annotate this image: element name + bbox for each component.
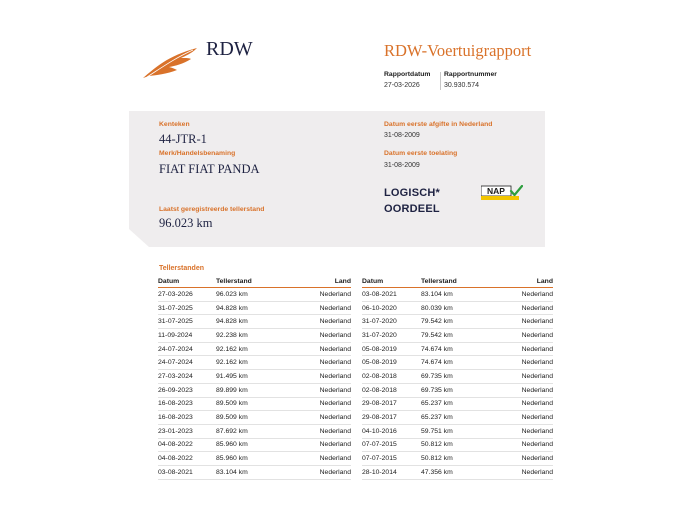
row-country: Nederland — [491, 370, 553, 384]
row-date: 27-03-2024 — [158, 370, 216, 384]
row-country: Nederland — [491, 315, 553, 329]
table-row — [362, 383, 553, 397]
verdict-line2: OORDEEL — [384, 203, 440, 215]
col-country: Land — [491, 276, 553, 288]
row-odometer: 85.960 km — [216, 438, 286, 452]
table-row — [158, 370, 351, 384]
plate-label: Kenteken — [159, 121, 190, 128]
first-nl-label: Datum eerste afgifte in Nederland — [384, 121, 493, 128]
row-country: Nederland — [491, 288, 553, 302]
row-date: 28-10-2014 — [362, 465, 421, 479]
row-country: Nederland — [286, 288, 351, 302]
table-row — [158, 288, 351, 302]
row-odometer: 94.828 km — [216, 301, 286, 315]
row-odometer: 89.509 km — [216, 411, 286, 425]
row-odometer: 65.237 km — [421, 411, 491, 425]
odometer-value: 96.023 km — [159, 216, 213, 230]
row-country: Nederland — [286, 465, 351, 479]
row-country: Nederland — [286, 370, 351, 384]
row-odometer: 92.238 km — [216, 329, 286, 343]
row-odometer: 74.674 km — [421, 356, 491, 370]
plate-value: 44-JTR-1 — [159, 132, 207, 146]
row-country: Nederland — [491, 411, 553, 425]
table-row — [362, 438, 553, 452]
table-row — [362, 370, 553, 384]
row-date: 16-08-2023 — [158, 411, 216, 425]
row-odometer: 69.735 km — [421, 370, 491, 384]
row-date: 03-08-2021 — [362, 288, 421, 302]
row-country: Nederland — [491, 452, 553, 466]
row-odometer: 69.735 km — [421, 383, 491, 397]
row-date: 02-08-2018 — [362, 383, 421, 397]
row-date: 05-08-2019 — [362, 342, 421, 356]
row-date: 07-07-2015 — [362, 452, 421, 466]
row-date: 31-07-2025 — [158, 301, 216, 315]
row-country: Nederland — [491, 397, 553, 411]
col-odometer: Tellerstand — [421, 276, 491, 288]
table-row — [362, 288, 553, 302]
row-odometer: 50.812 km — [421, 438, 491, 452]
row-country: Nederland — [491, 342, 553, 356]
row-country: Nederland — [491, 383, 553, 397]
table-row — [362, 452, 553, 466]
row-country: Nederland — [286, 342, 351, 356]
row-date: 03-08-2021 — [158, 465, 216, 479]
table-row — [158, 383, 351, 397]
row-country: Nederland — [491, 424, 553, 438]
table-row — [158, 315, 351, 329]
row-odometer: 91.495 km — [216, 370, 286, 384]
row-date: 26-09-2023 — [158, 383, 216, 397]
rdw-feather-logo-icon — [141, 46, 199, 80]
row-odometer: 65.237 km — [421, 397, 491, 411]
row-country: Nederland — [491, 465, 553, 479]
table-row — [362, 397, 553, 411]
row-date: 07-07-2015 — [362, 438, 421, 452]
table-row — [158, 465, 351, 479]
row-date: 31-07-2020 — [362, 329, 421, 343]
row-date: 29-08-2017 — [362, 397, 421, 411]
nap-text: NAP — [487, 186, 505, 197]
row-date: 31-07-2025 — [158, 315, 216, 329]
table-row — [158, 438, 351, 452]
table-row — [158, 452, 351, 466]
table-row — [362, 315, 553, 329]
row-odometer: 74.674 km — [421, 342, 491, 356]
odometer-label: Laatst geregistreerde tellerstand — [159, 206, 265, 213]
row-country: Nederland — [286, 452, 351, 466]
row-date: 04-08-2022 — [158, 452, 216, 466]
table-row — [158, 411, 351, 425]
row-odometer: 94.828 km — [216, 315, 286, 329]
row-odometer: 96.023 km — [216, 288, 286, 302]
row-date: 05-08-2019 — [362, 356, 421, 370]
table-row — [362, 424, 553, 438]
row-country: Nederland — [286, 315, 351, 329]
row-date: 23-01-2023 — [158, 424, 216, 438]
make-label: Merk/Handelsbenaming — [159, 150, 236, 157]
report-date: 27-03-2026 — [384, 82, 420, 89]
col-date: Datum — [362, 276, 421, 288]
row-odometer: 83.104 km — [421, 288, 491, 302]
report-title: RDW-Voertuigrapport — [384, 41, 532, 60]
report-date-label: Rapportdatum — [384, 71, 431, 78]
table-row — [158, 356, 351, 370]
row-date: 11-09-2024 — [158, 329, 216, 343]
row-odometer: 50.812 km — [421, 452, 491, 466]
row-odometer: 92.162 km — [216, 342, 286, 356]
row-country: Nederland — [286, 397, 351, 411]
row-country: Nederland — [491, 356, 553, 370]
row-odometer: 47.356 km — [421, 465, 491, 479]
row-date: 31-07-2020 — [362, 315, 421, 329]
row-date: 04-08-2022 — [158, 438, 216, 452]
row-country: Nederland — [286, 411, 351, 425]
report-number-label: Rapportnummer — [444, 71, 497, 78]
row-odometer: 79.542 km — [421, 315, 491, 329]
row-country: Nederland — [286, 329, 351, 343]
row-date: 27-03-2026 — [158, 288, 216, 302]
row-country: Nederland — [491, 329, 553, 343]
table-row — [158, 301, 351, 315]
table-row — [158, 424, 351, 438]
row-country: Nederland — [286, 301, 351, 315]
nap-logo-icon — [481, 185, 523, 201]
history-table-left — [158, 276, 351, 480]
row-odometer: 85.960 km — [216, 452, 286, 466]
row-date: 24-07-2024 — [158, 342, 216, 356]
row-odometer: 59.751 km — [421, 424, 491, 438]
table-row — [158, 329, 351, 343]
table-row — [158, 397, 351, 411]
row-date: 16-08-2023 — [158, 397, 216, 411]
table-row — [362, 356, 553, 370]
first-nl-value: 31-08-2009 — [384, 132, 420, 139]
row-country: Nederland — [286, 438, 351, 452]
row-date: 06-10-2020 — [362, 301, 421, 315]
row-date: 29-08-2017 — [362, 411, 421, 425]
history-table-right — [362, 276, 553, 480]
table-row — [362, 465, 553, 479]
row-date: 24-07-2024 — [158, 356, 216, 370]
panel-corner-cut — [129, 229, 149, 247]
col-odometer: Tellerstand — [216, 276, 286, 288]
row-odometer: 89.509 km — [216, 397, 286, 411]
row-country: Nederland — [286, 356, 351, 370]
row-odometer: 80.039 km — [421, 301, 491, 315]
row-country: Nederland — [491, 438, 553, 452]
row-country: Nederland — [491, 301, 553, 315]
row-odometer: 89.899 km — [216, 383, 286, 397]
col-date: Datum — [158, 276, 216, 288]
first-admission-label: Datum eerste toelating — [384, 150, 458, 157]
meta-divider — [440, 72, 441, 90]
history-title: Tellerstanden — [159, 265, 204, 272]
table-row — [362, 342, 553, 356]
table-row — [158, 342, 351, 356]
table-row — [362, 411, 553, 425]
table-row — [362, 301, 553, 315]
row-odometer: 79.542 km — [421, 329, 491, 343]
row-country: Nederland — [286, 424, 351, 438]
row-country: Nederland — [286, 383, 351, 397]
first-admission-value: 31-08-2009 — [384, 162, 420, 169]
row-odometer: 83.104 km — [216, 465, 286, 479]
logo-text: RDW — [206, 38, 253, 60]
row-odometer: 92.162 km — [216, 356, 286, 370]
col-country: Land — [286, 276, 351, 288]
verdict-line1: LOGISCH* — [384, 187, 440, 199]
row-date: 04-10-2016 — [362, 424, 421, 438]
row-date: 02-08-2018 — [362, 370, 421, 384]
table-row — [362, 329, 553, 343]
row-odometer: 87.692 km — [216, 424, 286, 438]
report-number: 30.930.574 — [444, 82, 480, 89]
make-value: FIAT FIAT PANDA — [159, 162, 260, 176]
